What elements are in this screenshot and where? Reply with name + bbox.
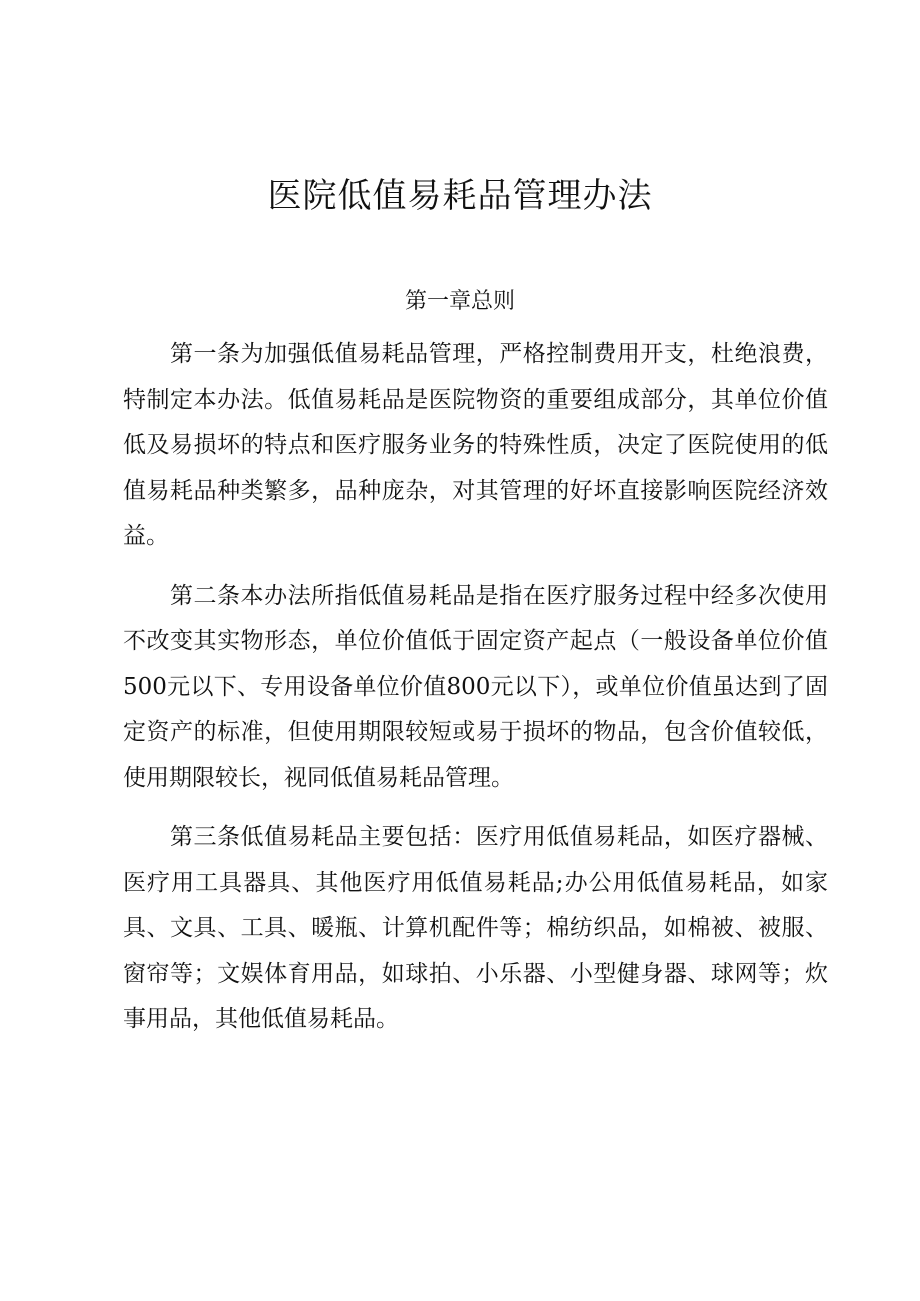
article-1-paragraph: 第一条为加强低值易耗品管理，严格控制费用开支，杜绝浪费，特制定本办法。低值易耗品是医院物资的重要组成部分，其单位价值低及易损坏的特点和医疗服务业务的特殊性质，决定了医院使用的低值易耗品种类繁多，品种庞杂，对其管理的好坏直接影响医院经济效益。 xyxy=(123,341,828,549)
document-body xyxy=(123,332,828,1044)
chapter-heading: 第一章总则 xyxy=(404,289,515,314)
article-3-paragraph: 第三条低值易耗品主要包括：医疗用低值易耗品，如医疗器械、医疗用工具器具、其他医疗用低值易耗品;办公用低值易耗品，如家具、文具、工具、暖瓶、计算机配件等；棉纺织品，如棉被、被服、窗帘等；文娱体育用品，如球拍、小乐器、小型健身器、球网等；炊事用品，其他低值易耗品。 xyxy=(123,824,828,1032)
article-2-paragraph: 第二条本办法所指低值易耗品是指在医疗服务过程中经多次使用不改变其实物形态，单位价值低于固定资产起点（一般设备单位价值500元以下、专用设备单位价值800元以下），或单位价值虽达到了固定资产的标准，但使用期限较短或易于损坏的物品，包含价值较低，使用期限较长，视同低值易耗品管理。 xyxy=(123,582,828,791)
document-title: 医院低值易耗品管理办法 xyxy=(267,176,653,216)
